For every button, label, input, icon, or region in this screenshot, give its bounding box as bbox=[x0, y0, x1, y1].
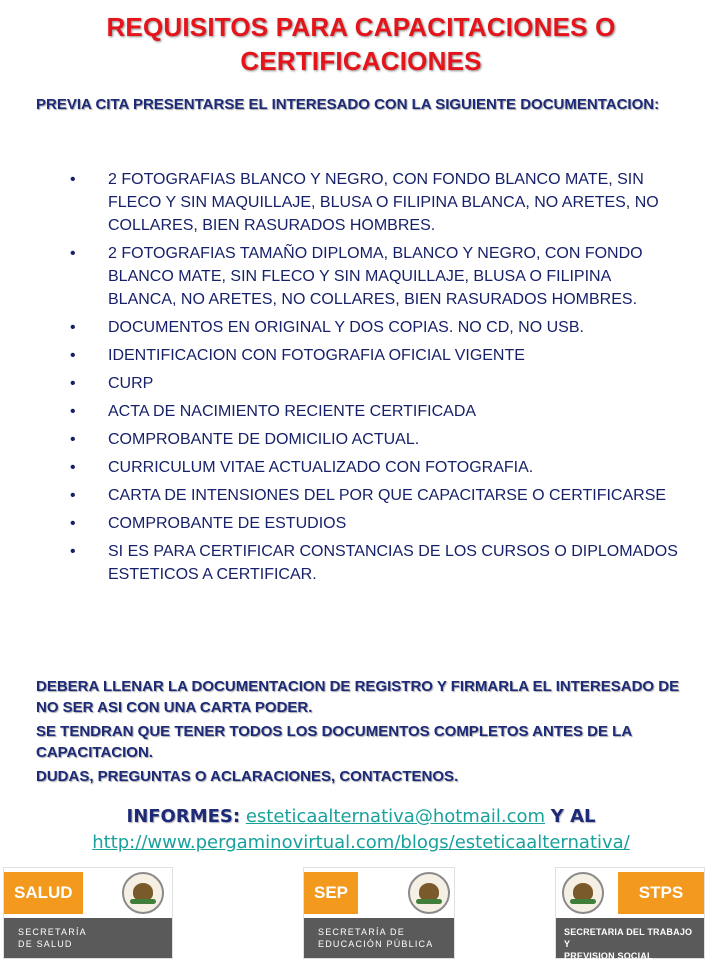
intro-text: PREVIA CITA PRESENTARSE EL INTERESADO CON LA SIGUIENTE DOCUMENTACION: bbox=[36, 96, 660, 113]
list-item-text: CURRICULUM VITAE ACTUALIZADO CON FOTOGRAFIA. bbox=[108, 459, 534, 476]
sep-line-2: EDUCACIÓN PÚBLICA bbox=[318, 939, 434, 949]
sep-logo bbox=[304, 868, 454, 958]
requirements-list bbox=[68, 168, 682, 591]
stps-line-1: SECRETARIA DEL TRABAJO Y bbox=[564, 927, 693, 949]
bullet-icon: • bbox=[70, 347, 76, 364]
bullet-icon: • bbox=[70, 459, 76, 476]
mexico-coat-of-arms-icon bbox=[122, 872, 164, 914]
mexico-coat-of-arms-icon bbox=[408, 872, 450, 914]
list-item bbox=[68, 168, 682, 237]
sep-badge: SEP bbox=[304, 872, 358, 914]
list-item bbox=[68, 242, 682, 311]
bullet-icon: • bbox=[70, 319, 76, 336]
salud-line-2: DE SALUD bbox=[18, 939, 73, 949]
stps-badge: STPS bbox=[618, 872, 704, 914]
page-title-line-2: CERTIFICACIONES bbox=[240, 46, 482, 76]
contact-info bbox=[0, 804, 722, 856]
bullet-icon: • bbox=[70, 403, 76, 420]
salud-band bbox=[4, 918, 172, 958]
list-item-text: IDENTIFICACION CON FOTOGRAFIA OFICIAL VIGENTE bbox=[108, 347, 525, 364]
page-title bbox=[0, 10, 722, 78]
note-complete-documents: SE TENDRAN QUE TENER TODOS LOS DOCUMENTOS COMPLETOS ANTES DE LA CAPACITACION. bbox=[36, 723, 632, 761]
page-title-line-1: REQUISITOS PARA CAPACITACIONES O bbox=[106, 12, 616, 42]
list-item bbox=[68, 400, 682, 423]
mexico-coat-of-arms-icon bbox=[562, 872, 604, 914]
footer-notes bbox=[36, 676, 696, 790]
email-link[interactable]: esteticaalternativa@hotmail.com bbox=[245, 806, 546, 827]
list-item bbox=[68, 316, 682, 339]
note-contact: DUDAS, PREGUNTAS O ACLARACIONES, CONTACTENOS. bbox=[36, 768, 459, 785]
bullet-icon: • bbox=[70, 543, 76, 560]
bullet-icon: • bbox=[70, 431, 76, 448]
list-item bbox=[68, 428, 682, 451]
bullet-icon: • bbox=[70, 171, 76, 188]
list-item bbox=[68, 484, 682, 507]
blog-link[interactable]: http://www.pergaminovirtual.com/blogs/esteticaalternativa/ bbox=[92, 832, 630, 853]
list-item-text: 2 FOTOGRAFIAS BLANCO Y NEGRO, CON FONDO BLANCO MATE, SIN FLECO Y SIN MAQUILLAJE, BLUSA O FILIPINA BLANCA, NO ARETES, NO COLLARES, BIEN RASURADOS HOMBRES. bbox=[108, 171, 659, 234]
list-item-text: COMPROBANTE DE ESTUDIOS bbox=[108, 515, 347, 532]
list-item-text: SI ES PARA CERTIFICAR CONSTANCIAS DE LOS CURSOS O DIPLOMADOS ESTETICOS A CERTIFICAR. bbox=[108, 543, 678, 583]
informes-label: INFORMES: bbox=[126, 806, 241, 827]
list-item-text: CARTA DE INTENSIONES DEL POR QUE CAPACITARSE O CERTIFICARSE bbox=[108, 487, 667, 504]
list-item-text: ACTA DE NACIMIENTO RECIENTE CERTIFICADA bbox=[108, 403, 477, 420]
list-item bbox=[68, 540, 682, 586]
salud-logo bbox=[4, 868, 172, 958]
list-item-text: 2 FOTOGRAFIAS TAMAÑO DIPLOMA, BLANCO Y NEGRO, CON FONDO BLANCO MATE, SIN FLECO Y SIN MAQUILLAJE, BLUSA O FILIPINA BLANCA, NO ARETES, NO COLLARES, BIEN RASURADOS HOMBRES. bbox=[108, 245, 643, 308]
informes-connector: Y AL bbox=[550, 806, 596, 827]
sep-band bbox=[304, 918, 454, 958]
salud-line-1: SECRETARÍA bbox=[18, 927, 87, 937]
government-logos bbox=[0, 868, 722, 960]
list-item-text: DOCUMENTOS EN ORIGINAL Y DOS COPIAS. NO CD, NO USB. bbox=[108, 319, 584, 336]
stps-line-2: PREVISION SOCIAL bbox=[564, 951, 653, 961]
stps-logo bbox=[556, 868, 704, 961]
list-item bbox=[68, 344, 682, 367]
list-item bbox=[68, 512, 682, 535]
list-item bbox=[68, 456, 682, 479]
note-registration: DEBERA LLENAR LA DOCUMENTACION DE REGISTRO Y FIRMARLA EL INTERESADO DE NO SER ASI CON UNA CARTA PODER. bbox=[36, 678, 680, 716]
stps-band bbox=[556, 918, 704, 961]
bullet-icon: • bbox=[70, 375, 76, 392]
list-item bbox=[68, 372, 682, 395]
bullet-icon: • bbox=[70, 515, 76, 532]
list-item-text: CURP bbox=[108, 375, 154, 392]
bullet-icon: • bbox=[70, 245, 76, 262]
list-item-text: COMPROBANTE DE DOMICILIO ACTUAL. bbox=[108, 431, 420, 448]
salud-badge: SALUD bbox=[4, 872, 83, 914]
sep-line-1: SECRETARÍA DE bbox=[318, 927, 405, 937]
bullet-icon: • bbox=[70, 487, 76, 504]
